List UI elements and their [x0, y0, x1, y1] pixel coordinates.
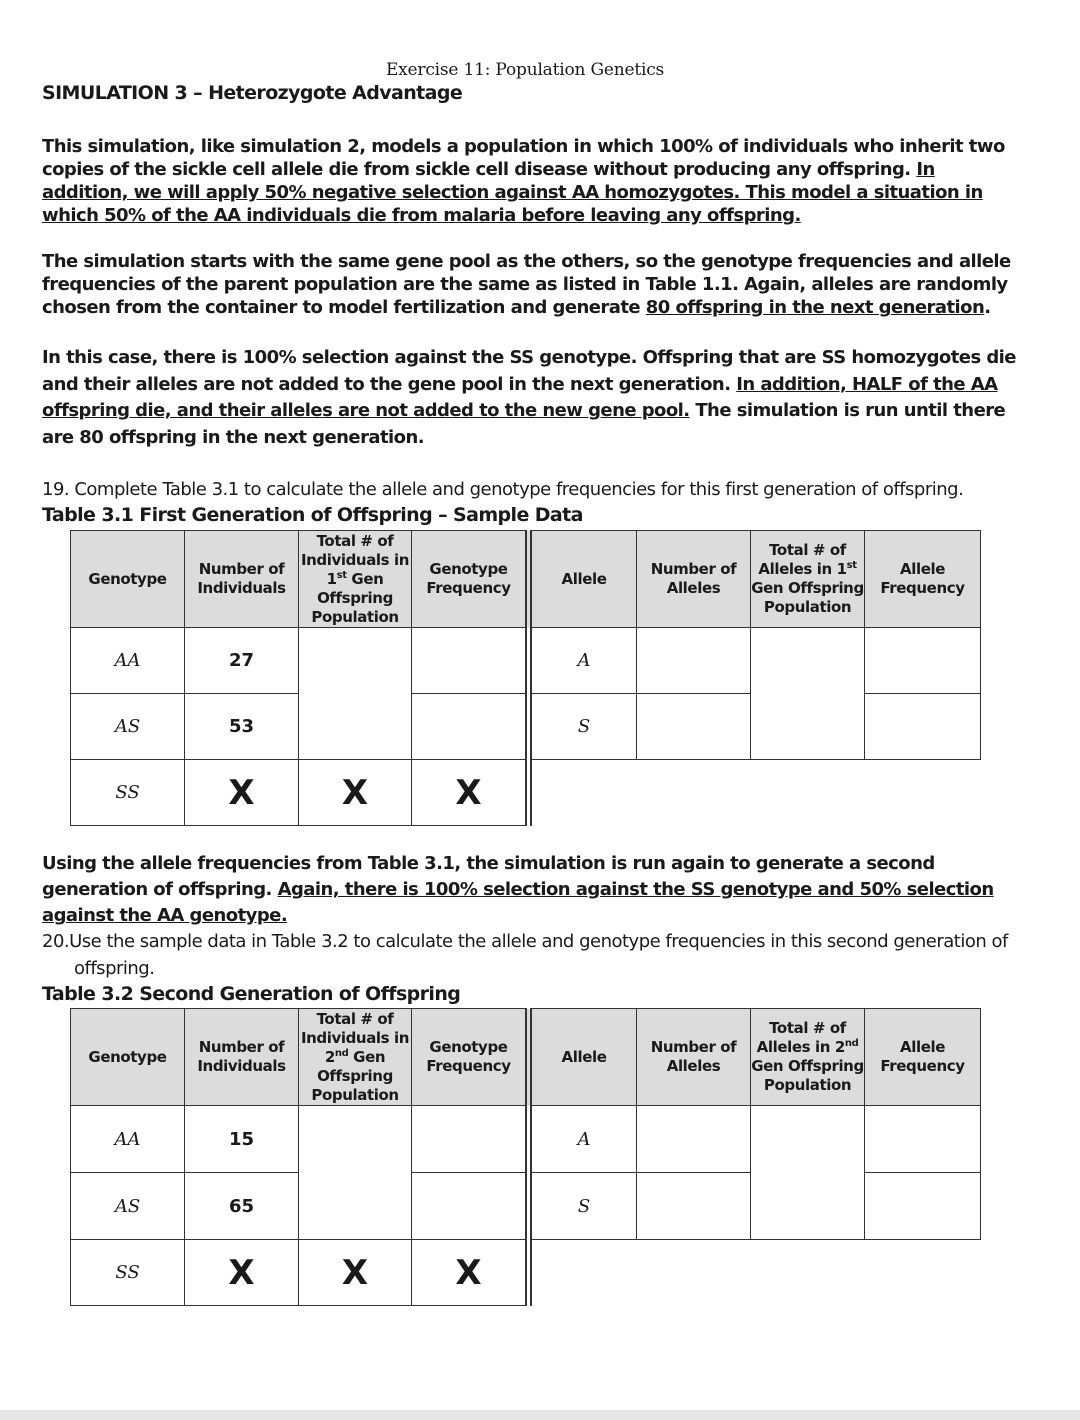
- paragraph-gene-pool-text: The simulation starts with the same gene pool as the others, so the genotype frequencies and allele frequencies of the parent population are the same as listed in Table 1.1. Again, alleles are randomly chosen from the container to model fertilization and generate: [42, 251, 1011, 318]
- genotype-frequency-input[interactable]: [412, 694, 529, 760]
- count-cell: 15: [185, 1106, 299, 1173]
- x-mark: X: [412, 760, 529, 826]
- genotype-frequency-input[interactable]: [412, 1106, 529, 1173]
- bottom-scroll-edge: [0, 1410, 1080, 1420]
- paragraph-second-run-text: Using the allele frequencies from Table 3.1, the simulation is run again to generate a second generation of offspring.: [42, 853, 935, 900]
- paragraph-second-run-underlined: Again, there is 100% selection against the SS genotype and 50% selection against the AA genotype.: [42, 879, 994, 926]
- allele-cell: S: [529, 1173, 637, 1240]
- genotype-cell: AA: [71, 1106, 185, 1173]
- genotype-frequency-input[interactable]: [412, 1173, 529, 1240]
- x-mark: X: [299, 1240, 412, 1306]
- total-individuals-input[interactable]: [299, 1106, 412, 1240]
- header-genotype: Genotype: [71, 1009, 185, 1106]
- header-genotype-frequency: Genotype Frequency: [412, 1009, 529, 1106]
- paragraph-selection: [42, 345, 1017, 451]
- genotype-cell: AS: [71, 1173, 185, 1240]
- count-cell: 27: [185, 628, 299, 694]
- x-mark: X: [412, 1240, 529, 1306]
- allele-frequency-input[interactable]: [865, 694, 981, 760]
- x-mark: X: [299, 760, 412, 826]
- header-total-alleles: Total # of Alleles in 1st Gen Offspring Population: [751, 531, 865, 628]
- paragraph-intro: [42, 135, 1017, 227]
- table-3-2: [70, 1008, 981, 1306]
- paragraph-intro-text: This simulation, like simulation 2, models a population in which 100% of individuals who inherit two copies of the sickle cell allele die from sickle cell disease without producing any offspring.: [42, 136, 1005, 180]
- genotype-frequency-input[interactable]: [412, 628, 529, 694]
- paragraph-gene-pool-underlined: 80 offspring in the next generation: [645, 297, 985, 318]
- header-genotype: Genotype: [71, 531, 185, 628]
- table-3-1: [70, 530, 981, 826]
- question-20-line2: offspring.: [74, 958, 155, 979]
- simulation-title: SIMULATION 3 – Heterozygote Advantage: [42, 82, 463, 104]
- total-alleles-input[interactable]: [751, 628, 865, 760]
- table-row: [71, 760, 981, 826]
- header-total-alleles: Total # of Alleles in 2nd Gen Offspring Population: [751, 1009, 865, 1106]
- number-of-alleles-input[interactable]: [637, 628, 751, 694]
- header-allele-frequency: Allele Frequency: [865, 1009, 981, 1106]
- header-allele: Allele: [529, 1009, 637, 1106]
- allele-frequency-input[interactable]: [865, 1173, 981, 1240]
- header-total-individuals: Total # of Individuals in 1st Gen Offspring Population: [299, 531, 412, 628]
- table-row: [71, 628, 981, 694]
- paragraph-gene-pool-end: .: [984, 297, 991, 318]
- total-alleles-input[interactable]: [751, 1106, 865, 1240]
- header-allele: Allele: [529, 531, 637, 628]
- x-mark: X: [185, 760, 299, 826]
- header-allele-frequency: Allele Frequency: [865, 531, 981, 628]
- allele-cell: A: [529, 1106, 637, 1173]
- table-3-1-caption: Table 3.1 First Generation of Offspring – Sample Data: [42, 504, 583, 526]
- table-row: [71, 1240, 981, 1306]
- paragraph-selection-text: In this case, there is 100% selection against the SS genotype. Offspring that are SS homozygotes die and their alleles are not added to the gene pool in the next generation.: [42, 347, 1016, 395]
- paragraph-second-run: [42, 851, 1017, 929]
- genotype-cell: SS: [71, 760, 185, 826]
- header-number-of-alleles: Number of Alleles: [637, 531, 751, 628]
- count-cell: 65: [185, 1173, 299, 1240]
- x-mark: X: [185, 1240, 299, 1306]
- paragraph-gene-pool: [42, 250, 1017, 319]
- allele-frequency-input[interactable]: [865, 628, 981, 694]
- header-number-of-individuals: Number of Individuals: [185, 1009, 299, 1106]
- allele-cell: A: [529, 628, 637, 694]
- empty-area: [529, 760, 981, 826]
- genotype-cell: SS: [71, 1240, 185, 1306]
- allele-cell: S: [529, 694, 637, 760]
- header-number-of-alleles: Number of Alleles: [637, 1009, 751, 1106]
- total-individuals-input[interactable]: [299, 628, 412, 760]
- table-row: [71, 1106, 981, 1173]
- number-of-alleles-input[interactable]: [637, 1173, 751, 1240]
- genotype-cell: AA: [71, 628, 185, 694]
- number-of-alleles-input[interactable]: [637, 1106, 751, 1173]
- paragraph-intro-underlined: In addition, we will apply 50% negative selection against AA homozygotes. This model a situation in which 50% of the AA individuals die from malaria before leaving any offspring.: [42, 159, 983, 226]
- paragraph-selection-underlined: In addition, HALF of the AA offspring die, and their alleles are not added to the new gene pool.: [42, 373, 998, 421]
- header-genotype-frequency: Genotype Frequency: [412, 531, 529, 628]
- header-total-individuals: Total # of Individuals in 2nd Gen Offspring Population: [299, 1009, 412, 1106]
- question-19: 19. Complete Table 3.1 to calculate the allele and genotype frequencies for this first generation of offspring.: [42, 479, 964, 500]
- page-header: Exercise 11: Population Genetics: [385, 60, 665, 80]
- question-20-line1: 20.Use the sample data in Table 3.2 to calculate the allele and genotype frequencies in this second generation of: [42, 931, 1008, 952]
- question-20: [42, 928, 1017, 982]
- number-of-alleles-input[interactable]: [637, 694, 751, 760]
- table-3-2-caption: Table 3.2 Second Generation of Offspring: [42, 983, 461, 1005]
- count-cell: 53: [185, 694, 299, 760]
- header-number-of-individuals: Number of Individuals: [185, 531, 299, 628]
- allele-frequency-input[interactable]: [865, 1106, 981, 1173]
- paragraph-selection-end: The simulation is run until there are 80 offspring in the next generation.: [42, 400, 1006, 448]
- genotype-cell: AS: [71, 694, 185, 760]
- empty-area: [529, 1240, 981, 1306]
